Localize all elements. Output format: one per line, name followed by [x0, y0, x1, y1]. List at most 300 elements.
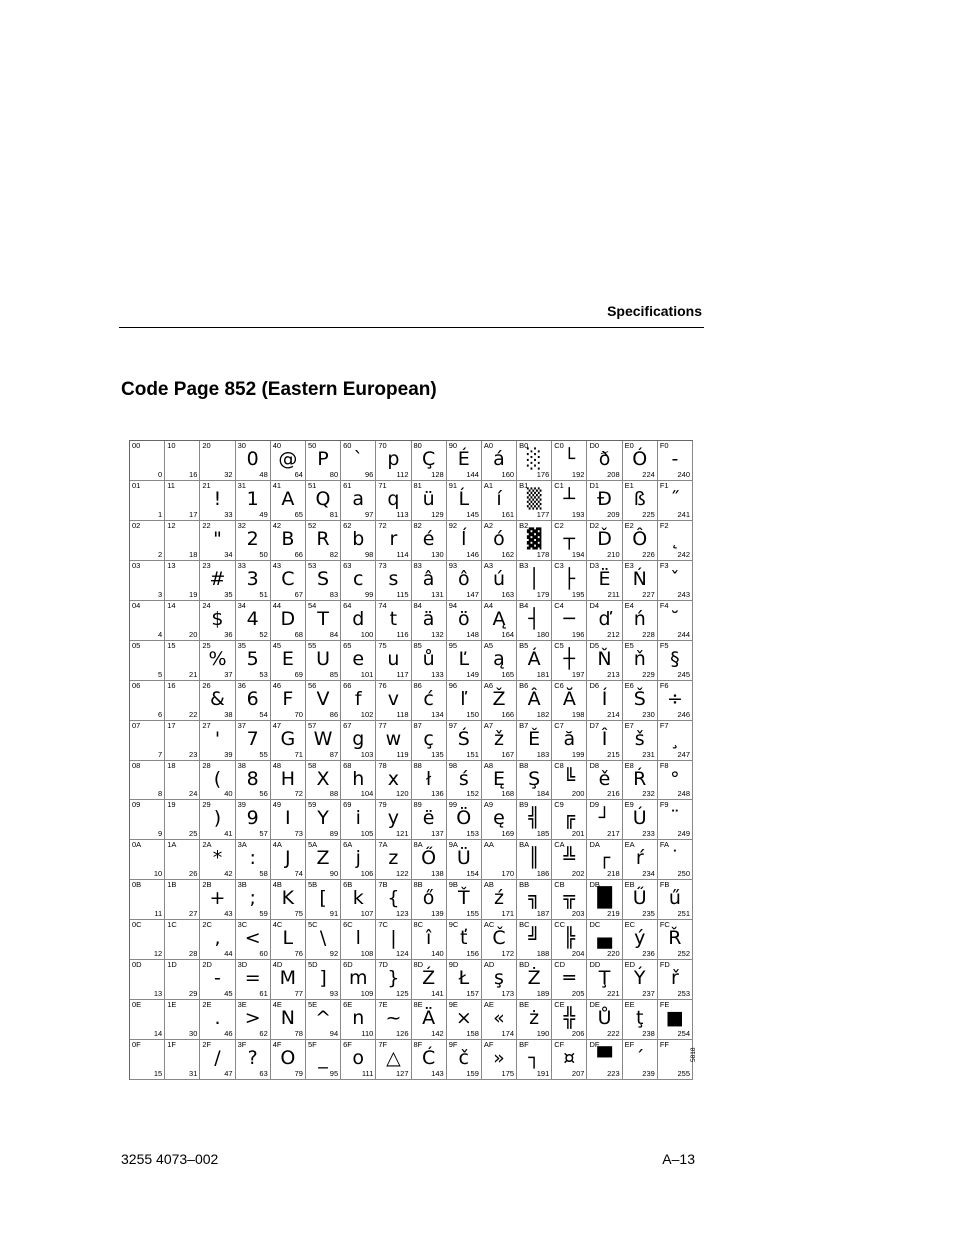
- character-glyph: ż: [529, 1007, 540, 1030]
- code-cell: [412, 641, 447, 681]
- code-cell: [130, 920, 165, 960]
- hex-code: CF: [554, 1040, 565, 1050]
- hex-code: F6: [659, 680, 669, 690]
- code-cell: [200, 840, 235, 880]
- hex-code: D4: [589, 600, 600, 610]
- code-cell: [517, 960, 552, 1000]
- hex-code: B1: [519, 480, 529, 490]
- code-cell: [130, 641, 165, 681]
- decimal-code: 94: [329, 1029, 339, 1039]
- decimal-code: 142: [431, 1029, 444, 1039]
- code-cell: [130, 1040, 165, 1080]
- code-cell: [341, 521, 376, 561]
- hex-code: B9: [519, 800, 529, 810]
- decimal-code: 180: [536, 629, 550, 639]
- decimal-code: 19: [189, 589, 198, 599]
- character-glyph: ¤: [563, 1047, 576, 1070]
- hex-code: 45: [272, 640, 282, 650]
- code-cell: [482, 561, 517, 601]
- code-cell: [517, 1040, 552, 1080]
- character-glyph: o: [352, 1047, 365, 1070]
- code-cell: [552, 561, 587, 601]
- hex-code: CB: [554, 880, 565, 890]
- decimal-code: 105: [360, 829, 374, 839]
- character-glyph: Ě: [528, 727, 541, 750]
- decimal-code: 230: [642, 709, 655, 719]
- character-glyph: °: [670, 767, 680, 790]
- character-glyph: Ž: [492, 687, 506, 710]
- character-glyph: Ü: [456, 847, 471, 870]
- hex-code: 93: [448, 560, 458, 570]
- character-glyph: ;: [249, 887, 256, 910]
- code-cell: [517, 561, 552, 601]
- hex-code: 75: [378, 640, 387, 650]
- code-cell: [552, 481, 587, 521]
- decimal-code: 17: [189, 509, 198, 519]
- decimal-code: 39: [224, 749, 233, 759]
- decimal-code: 198: [571, 709, 585, 719]
- decimal-code: 188: [536, 949, 550, 959]
- code-cell: [341, 441, 376, 481]
- code-cell: [341, 920, 376, 960]
- hex-code: 31: [237, 480, 246, 490]
- code-cell: [271, 721, 306, 761]
- decimal-code: 104: [360, 789, 374, 799]
- hex-code: E7: [624, 720, 634, 730]
- decimal-code: 243: [677, 589, 690, 599]
- code-cell: [200, 880, 235, 920]
- hex-code: DB: [589, 880, 600, 890]
- hex-code: C6: [554, 680, 564, 690]
- character-glyph: ^: [315, 1007, 331, 1030]
- code-cell: [587, 601, 622, 641]
- decimal-code: 221: [607, 989, 620, 999]
- decimal-code: 223: [607, 1069, 620, 1078]
- hex-code: 86: [413, 680, 422, 690]
- code-cell: [623, 1000, 658, 1040]
- hex-code: B4: [519, 600, 529, 610]
- hex-code: 48: [272, 760, 282, 770]
- decimal-code: 79: [294, 1069, 303, 1078]
- code-cell: [658, 721, 693, 761]
- hex-code: 0B: [132, 880, 142, 890]
- character-glyph: s: [388, 567, 399, 590]
- hex-code: CD: [554, 960, 566, 970]
- hex-code: BD: [519, 960, 530, 970]
- hex-code: 9F: [448, 1040, 458, 1050]
- code-cell: [306, 1000, 341, 1040]
- hex-code: 9C: [448, 920, 459, 930]
- decimal-code: 208: [607, 469, 620, 479]
- code-cell: [552, 641, 587, 681]
- decimal-code: 197: [571, 669, 585, 679]
- hex-code: 94: [448, 600, 458, 610]
- code-cell: [200, 721, 235, 761]
- character-glyph: »: [493, 1047, 505, 1070]
- character-glyph: ╦: [563, 887, 576, 910]
- decimal-code: 163: [501, 589, 515, 599]
- character-glyph: Ó: [632, 448, 648, 470]
- hex-code: 1B: [167, 880, 177, 890]
- decimal-code: 55: [259, 749, 268, 759]
- hex-code: 98: [448, 760, 458, 770]
- character-glyph: ç: [423, 727, 434, 750]
- hex-code: FB: [659, 880, 670, 890]
- decimal-code: 90: [329, 869, 339, 879]
- decimal-code: 139: [431, 909, 444, 919]
- code-cell: [130, 800, 165, 840]
- code-cell: [236, 880, 271, 920]
- hex-code: 7D: [378, 960, 388, 970]
- decimal-code: 28: [189, 949, 198, 959]
- character-glyph: ─: [563, 607, 576, 630]
- hex-code: 36: [237, 680, 246, 690]
- decimal-code: 54: [259, 709, 268, 719]
- character-glyph: %: [208, 647, 227, 670]
- hex-code: 77: [378, 720, 387, 730]
- hex-code: C8: [554, 760, 564, 770]
- hex-code: 21: [202, 480, 211, 490]
- code-cell: [376, 561, 411, 601]
- code-cell: [552, 1040, 587, 1080]
- hex-code: D2: [589, 520, 600, 530]
- decimal-code: 123: [395, 909, 409, 919]
- code-cell: [236, 641, 271, 681]
- code-cell: [306, 601, 341, 641]
- character-glyph: É: [457, 448, 470, 470]
- hex-code: 0D: [132, 960, 142, 970]
- decimal-code: 130: [431, 549, 444, 559]
- decimal-code: 170: [501, 869, 515, 879]
- code-cell: [623, 800, 658, 840]
- decimal-code: 171: [501, 909, 515, 919]
- decimal-code: 95: [329, 1069, 339, 1078]
- hex-code: EF: [624, 1040, 635, 1050]
- hex-code: DC: [589, 920, 601, 930]
- hex-code: 6E: [343, 1000, 353, 1010]
- decimal-code: 3: [158, 589, 163, 599]
- decimal-code: 214: [607, 709, 620, 719]
- decimal-code: 46: [224, 1029, 233, 1039]
- character-glyph: î: [425, 927, 432, 950]
- character-glyph: w: [385, 727, 402, 750]
- decimal-code: 13: [153, 989, 163, 999]
- decimal-code: 245: [677, 669, 690, 679]
- code-cell: [517, 761, 552, 801]
- code-cell: [271, 880, 306, 920]
- character-glyph: C: [281, 567, 295, 590]
- character-glyph: █: [597, 887, 612, 910]
- character-glyph: ?: [247, 1047, 258, 1070]
- hex-code: 5F: [307, 1040, 317, 1050]
- decimal-code: 73: [294, 829, 303, 839]
- code-cell: [447, 1000, 482, 1040]
- character-glyph: Ń: [632, 567, 647, 590]
- code-cell: [165, 840, 200, 880]
- character-glyph: Ł: [458, 967, 470, 990]
- code-cell: [130, 721, 165, 761]
- code-cell: [552, 880, 587, 920]
- decimal-code: 59: [259, 909, 268, 919]
- character-glyph: +: [209, 887, 226, 910]
- decimal-code: 161: [501, 509, 515, 519]
- code-cell: [482, 960, 517, 1000]
- figure-id: 5818: [690, 1047, 697, 1062]
- decimal-code: 182: [536, 709, 550, 719]
- code-cell: [376, 1040, 411, 1080]
- code-cell: [165, 721, 200, 761]
- hex-code: C0: [554, 441, 564, 450]
- character-glyph: !: [213, 487, 222, 510]
- character-glyph: m: [348, 967, 368, 990]
- character-glyph: j: [355, 847, 361, 870]
- decimal-code: 52: [259, 629, 268, 639]
- character-glyph: Ę: [492, 767, 505, 790]
- hex-code: 65: [343, 640, 352, 650]
- code-cell: [482, 521, 517, 561]
- hex-code: 76: [378, 680, 387, 690]
- code-cell: [341, 641, 376, 681]
- character-glyph: č: [458, 1047, 469, 1070]
- hex-code: 6D: [343, 960, 353, 970]
- hex-code: 55: [307, 640, 317, 650]
- hex-code: 53: [307, 560, 317, 570]
- hex-code: FF: [659, 1040, 669, 1050]
- hex-code: 09: [132, 800, 141, 810]
- hex-code: C4: [554, 600, 564, 610]
- decimal-code: 249: [677, 829, 690, 839]
- code-cell: [200, 441, 235, 481]
- decimal-code: 144: [466, 469, 479, 479]
- hex-code: AE: [483, 1000, 494, 1010]
- character-glyph: ś: [458, 767, 469, 790]
- hex-code: 50: [307, 441, 317, 450]
- code-cell: [552, 920, 587, 960]
- character-glyph: ü: [422, 487, 435, 510]
- character-glyph: `: [353, 448, 363, 470]
- hex-code: 30: [237, 441, 246, 450]
- decimal-code: 57: [259, 829, 268, 839]
- character-glyph: 9: [246, 807, 259, 830]
- decimal-code: 89: [329, 829, 339, 839]
- decimal-code: 25: [189, 829, 198, 839]
- code-cell: [482, 880, 517, 920]
- code-cell: [306, 721, 341, 761]
- decimal-code: 15: [153, 1069, 163, 1078]
- decimal-code: 10: [153, 869, 163, 879]
- hex-code: 29: [202, 800, 211, 810]
- code-cell: [517, 521, 552, 561]
- code-cell: [447, 681, 482, 721]
- decimal-code: 217: [607, 829, 620, 839]
- code-cell: [517, 920, 552, 960]
- decimal-code: 42: [224, 869, 233, 879]
- code-cell: [587, 761, 622, 801]
- decimal-code: 181: [536, 669, 550, 679]
- page-title: Code Page 852 (Eastern European): [121, 379, 437, 400]
- hex-code: 6A: [343, 840, 353, 850]
- hex-code: B5: [519, 640, 529, 650]
- hex-code: 1D: [167, 960, 177, 970]
- decimal-code: 211: [607, 589, 620, 599]
- hex-code: E1: [624, 480, 634, 490]
- code-cell: [376, 1000, 411, 1040]
- hex-code: 00: [132, 441, 141, 450]
- character-glyph: Ű: [632, 887, 647, 910]
- code-cell: [130, 681, 165, 721]
- code-cell: [200, 920, 235, 960]
- code-cell: [165, 880, 200, 920]
- hex-code: D9: [589, 800, 600, 810]
- decimal-code: 185: [536, 829, 550, 839]
- character-glyph: ×: [455, 1007, 472, 1030]
- hex-code: EA: [624, 840, 635, 850]
- code-cell: [447, 721, 482, 761]
- hex-code: 4F: [272, 1040, 282, 1050]
- code-cell: [587, 561, 622, 601]
- character-glyph: Ú: [632, 807, 647, 830]
- code-cell: [552, 521, 587, 561]
- decimal-code: 64: [294, 469, 303, 479]
- character-glyph: ë: [422, 807, 435, 830]
- hex-code: 17: [167, 720, 176, 730]
- character-glyph: ˇ: [670, 567, 680, 590]
- hex-code: D7: [589, 720, 600, 730]
- character-glyph: ş: [494, 967, 504, 990]
- character-glyph: ¨: [670, 807, 680, 830]
- hex-code: CE: [554, 1000, 565, 1010]
- code-cell: [412, 800, 447, 840]
- hex-code: CA: [554, 840, 565, 850]
- code-cell: [482, 1000, 517, 1040]
- decimal-code: 71: [294, 749, 303, 759]
- hex-code: 5B: [307, 880, 318, 890]
- character-glyph: 8: [246, 767, 259, 790]
- decimal-code: 201: [571, 829, 585, 839]
- hex-code: C2: [554, 520, 564, 530]
- decimal-code: 32: [224, 469, 233, 479]
- code-cell: [341, 761, 376, 801]
- hex-code: 67: [343, 720, 352, 730]
- code-cell: [376, 441, 411, 481]
- hex-code: A5: [483, 640, 494, 650]
- code-cell: [658, 521, 693, 561]
- character-glyph: ţ: [635, 1007, 644, 1030]
- code-cell: [412, 761, 447, 801]
- character-glyph: Ň: [597, 647, 612, 670]
- hex-code: 2F: [202, 1040, 212, 1050]
- code-cell: [165, 1000, 200, 1040]
- hex-code: E8: [624, 760, 634, 770]
- hex-code: 08: [132, 760, 141, 770]
- character-glyph: >: [244, 1007, 261, 1030]
- decimal-code: 189: [536, 989, 550, 999]
- hex-code: 28: [202, 760, 211, 770]
- code-cell: [200, 960, 235, 1000]
- decimal-code: 233: [642, 829, 655, 839]
- code-cell: [587, 800, 622, 840]
- decimal-code: 41: [224, 829, 233, 839]
- hex-code: 18: [167, 760, 176, 770]
- character-glyph: Y: [317, 807, 329, 830]
- hex-code: 49: [272, 800, 282, 810]
- hex-code: 72: [378, 520, 387, 530]
- character-glyph: │: [528, 567, 540, 590]
- character-glyph: p: [387, 448, 400, 470]
- character-glyph: ┐: [528, 1047, 540, 1070]
- hex-code: 7F: [378, 1040, 388, 1050]
- hex-code: EB: [624, 880, 635, 890]
- code-cell: [587, 880, 622, 920]
- hex-code: 70: [378, 441, 387, 450]
- hex-code: B7: [519, 720, 529, 730]
- hex-code: 8A: [413, 840, 423, 850]
- decimal-code: 237: [642, 989, 655, 999]
- hex-code: F7: [659, 720, 669, 730]
- decimal-code: 96: [364, 469, 374, 479]
- decimal-code: 109: [360, 989, 374, 999]
- decimal-code: 174: [501, 1029, 515, 1039]
- code-cell: [517, 800, 552, 840]
- decimal-code: 216: [607, 789, 620, 799]
- code-cell: [306, 441, 341, 481]
- code-cell: [271, 840, 306, 880]
- character-glyph: Š: [633, 687, 646, 710]
- character-glyph: b: [352, 527, 365, 550]
- decimal-code: 45: [224, 989, 233, 999]
- character-glyph: ╠: [563, 927, 576, 950]
- character-glyph: ,: [214, 927, 221, 950]
- hex-code: 12: [167, 520, 176, 530]
- decimal-code: 235: [642, 909, 655, 919]
- decimal-code: 107: [360, 909, 374, 919]
- character-glyph: Â: [527, 687, 541, 710]
- decimal-code: 154: [466, 869, 479, 879]
- code-cell: [341, 721, 376, 761]
- code-cell: [517, 641, 552, 681]
- hex-code: FC: [659, 920, 670, 930]
- decimal-code: 209: [607, 509, 620, 519]
- code-cell: [552, 800, 587, 840]
- decimal-code: 78: [294, 1029, 303, 1039]
- hex-code: 10: [167, 441, 176, 450]
- code-cell: [517, 721, 552, 761]
- character-glyph: O: [280, 1047, 296, 1070]
- character-glyph: ą: [493, 647, 505, 670]
- hex-code: E4: [624, 600, 634, 610]
- character-glyph: ┤: [528, 607, 540, 630]
- code-cell: [658, 641, 693, 681]
- code-cell: [552, 721, 587, 761]
- character-glyph: Ç: [421, 448, 436, 470]
- decimal-code: 145: [466, 509, 479, 519]
- hex-code: B6: [519, 680, 529, 690]
- hex-code: 37: [237, 720, 246, 730]
- hex-code: 82: [413, 520, 422, 530]
- character-glyph: a: [352, 487, 365, 510]
- decimal-code: 82: [329, 549, 339, 559]
- decimal-code: 206: [571, 1029, 585, 1039]
- decimal-code: 103: [360, 749, 374, 759]
- code-cell: [447, 481, 482, 521]
- code-cell: [517, 840, 552, 880]
- hex-code: 33: [237, 560, 246, 570]
- code-cell: [412, 1000, 447, 1040]
- hex-code: 79: [378, 800, 387, 810]
- hex-code: 95: [448, 640, 458, 650]
- code-cell: [165, 681, 200, 721]
- decimal-code: 61: [259, 989, 268, 999]
